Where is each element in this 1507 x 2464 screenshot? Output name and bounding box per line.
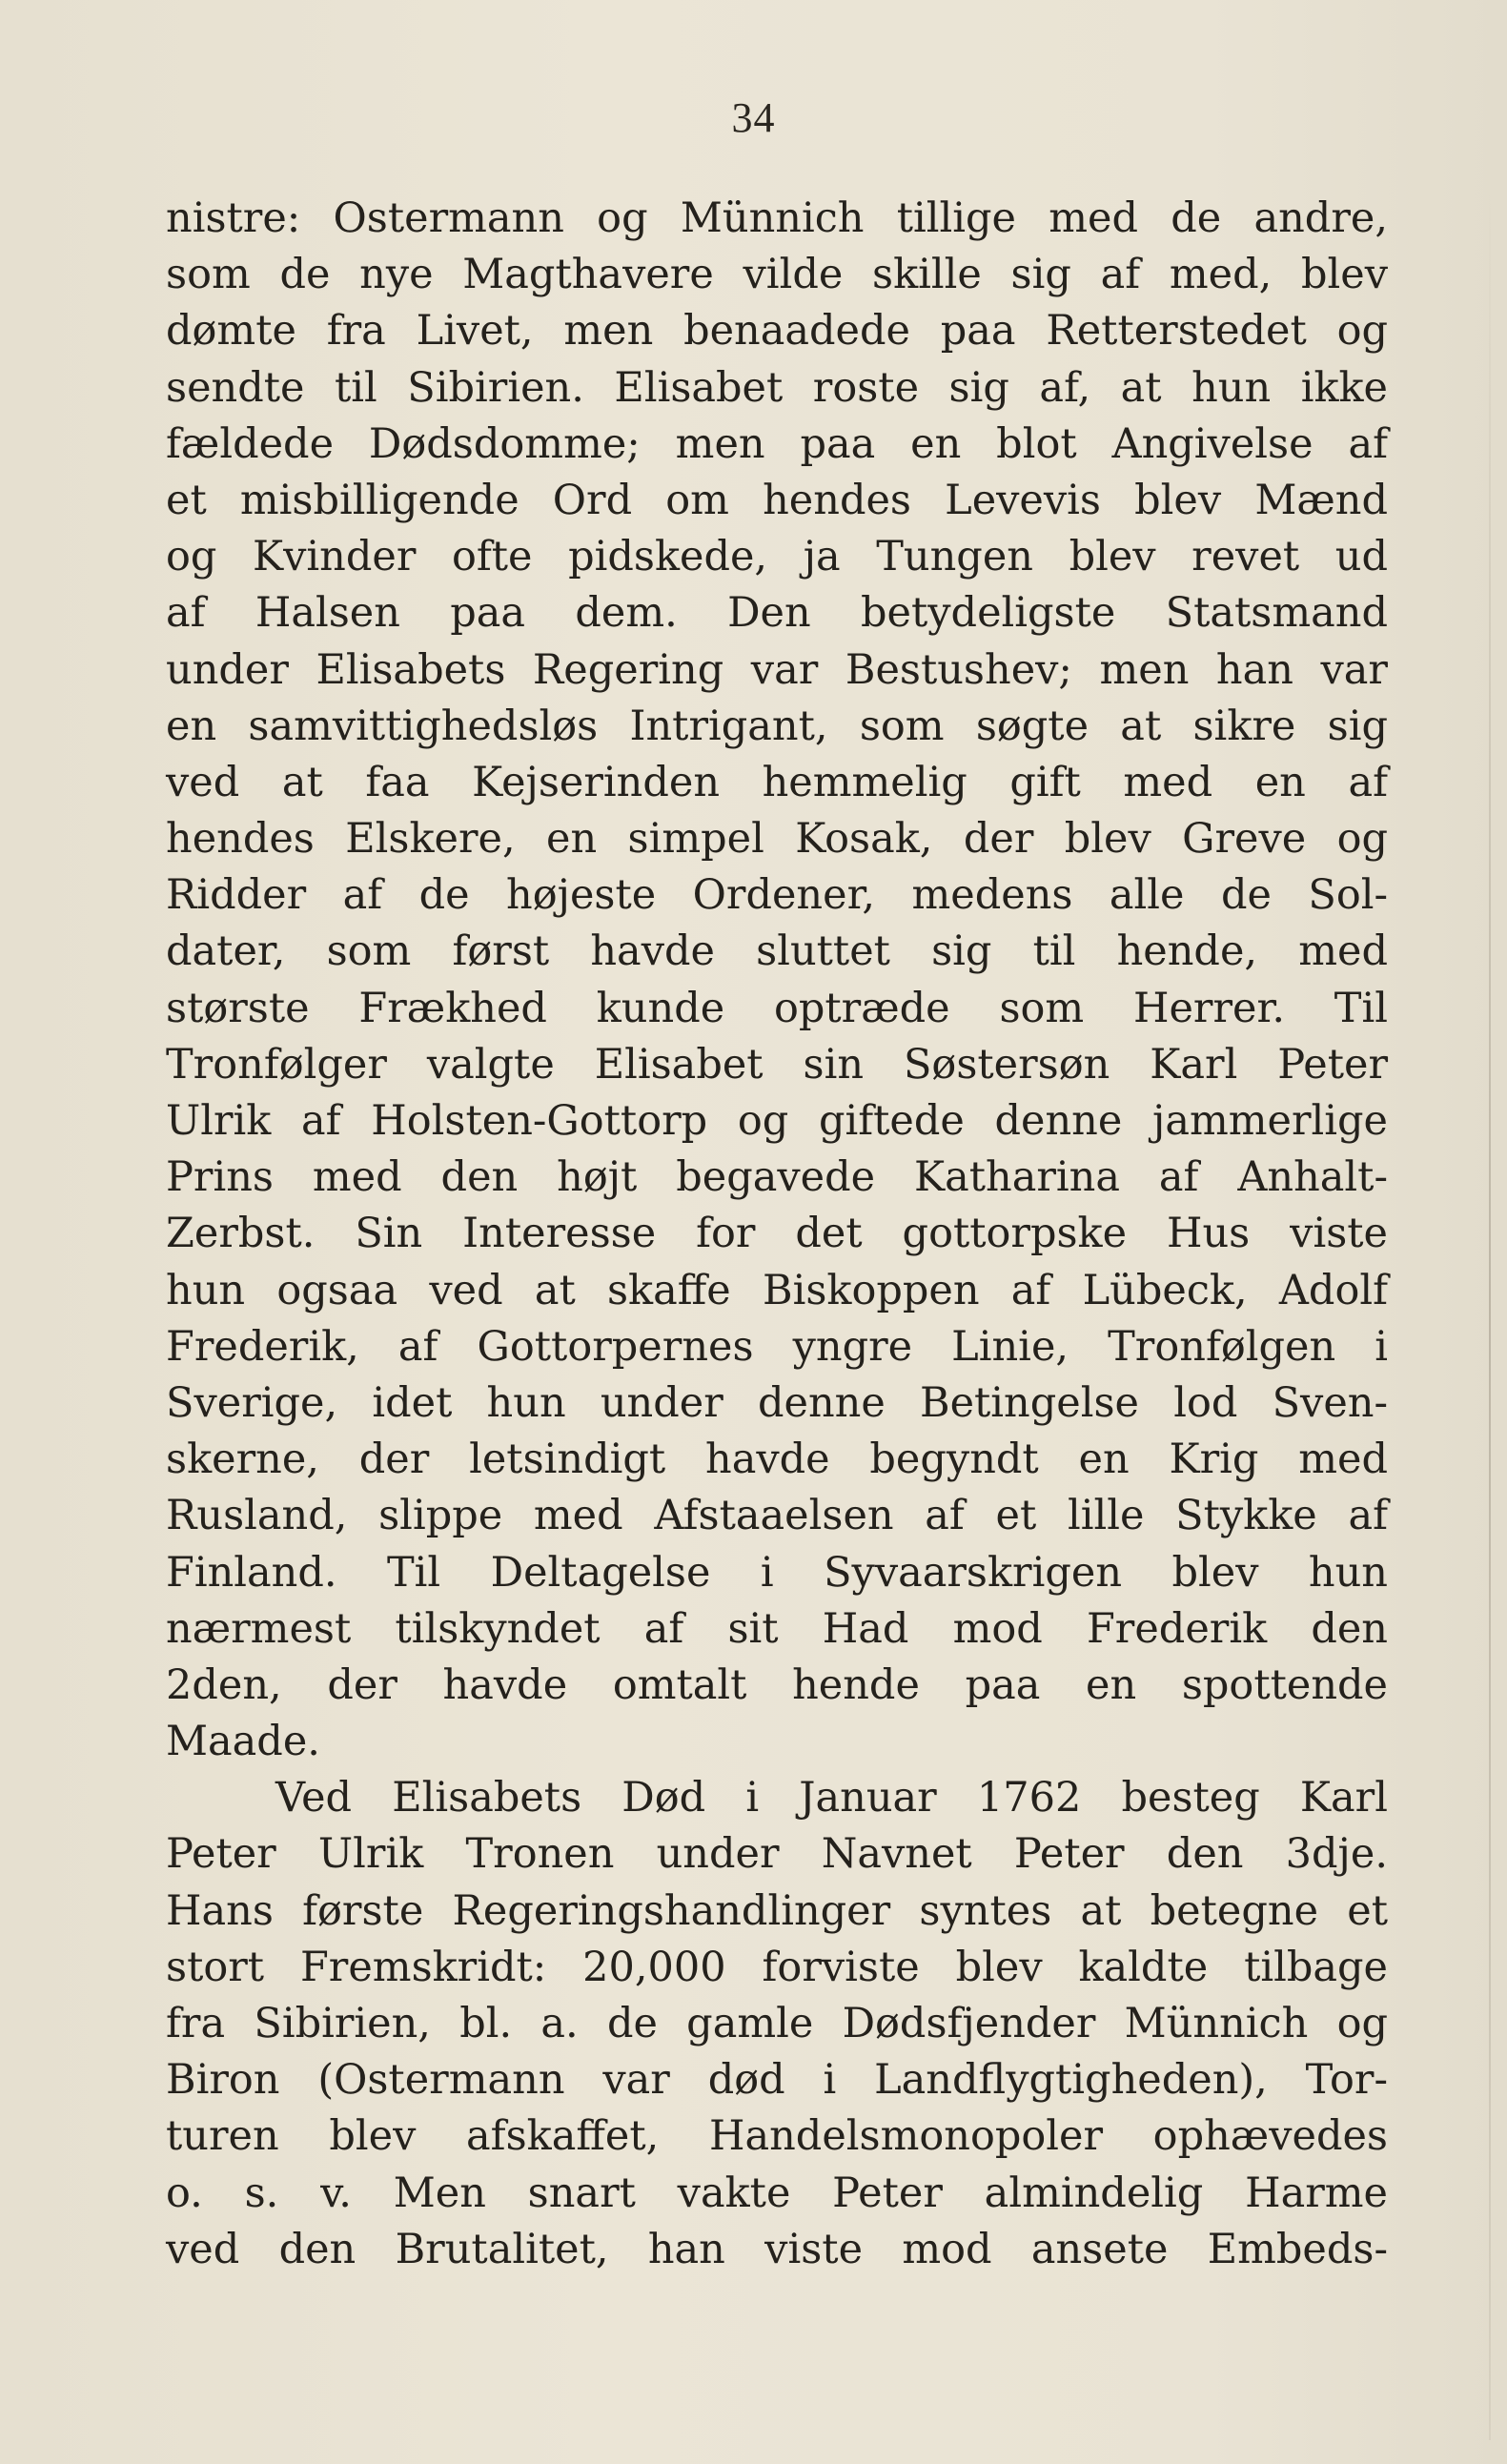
text-line: 2den, der havde omtalt hende paa en spottende	[166, 1660, 1388, 1709]
text-line: af Halsen paa dem. Den betydeligste Statsmand	[166, 589, 1388, 638]
text-line: Ridder af de højeste Ordener, medens alle de Sol-	[166, 871, 1388, 920]
text-line: dater, som først havde sluttet sig til hende, med	[166, 927, 1388, 976]
text-line: Frederik, af Gottorpernes yngre Linie, Tronfølgen i	[166, 1322, 1388, 1371]
text-line: Finland. Til Deltagelse i Syvaarskrigen blev hun	[166, 1548, 1388, 1597]
text-line: hendes Elskere, en simpel Kosak, der blev Greve og	[166, 815, 1388, 864]
text-line: fældede Dødsdomme; men paa en blot Angivelse af	[166, 419, 1388, 468]
text-line: nistre: Ostermann og Münnich tillige med de andre,	[166, 194, 1388, 242]
text-line: som de nye Magthavere vilde skille sig af med, blev	[166, 251, 1388, 299]
text-line: Rusland, slippe med Afstaaelsen af et lille Stykke af	[166, 1492, 1388, 1540]
page-edge-shadow	[1489, 172, 1491, 2440]
text-line: en samvittighedsløs Intrigant, som søgte at sikre sig	[166, 702, 1388, 750]
text-line: fra Sibirien, bl. a. de gamle Dødsfjender Münnich og	[166, 2000, 1388, 2047]
page-number: 34	[731, 94, 776, 141]
text-line: skerne, der letsindigt havde begyndt en Krig med	[166, 1436, 1388, 1484]
text-line: Sverige, idet hun under denne Betingelse lod Sven-	[166, 1378, 1388, 1427]
text-line: turen blev afskaffet, Handelsmonopoler ophævedes	[166, 2112, 1388, 2161]
text-line: ved den Brutalitet, han viste mod ansete Embeds-	[166, 2225, 1388, 2273]
text-line: og Kvinder ofte pidskede, ja Tungen blev revet ud	[166, 533, 1388, 581]
text-line: Hans første Regeringshandlinger syntes at betegne et	[166, 1886, 1388, 1935]
text-line: Biron (Ostermann var død i Landflygtigheden), Tor-	[166, 2056, 1388, 2105]
text-line: Peter Ulrik Tronen under Navnet Peter den 3dje.	[166, 1830, 1388, 1879]
text-line: Zerbst. Sin Interesse for det gottorpske Hus viste	[166, 1210, 1388, 1258]
text-line: Prins med den højt begavede Katharina af Anhalt-	[166, 1153, 1388, 1202]
body-text	[166, 191, 1388, 2278]
text-line: ved at faa Kejserinden hemmelig gift med en af	[166, 758, 1388, 806]
text-line: Tronfølger valgte Elisabet sin Søstersøn Karl Peter	[166, 1040, 1388, 1089]
paragraph-start-line: Ved Elisabets Død i Januar 1762 besteg Karl	[275, 1774, 1388, 1823]
text-line: et misbilligende Ord om hendes Levevis blev Mænd	[166, 476, 1388, 524]
text-line: under Elisabets Regering var Bestushev; men han var	[166, 645, 1388, 694]
text-line: stort Fremskridt: 20,000 forviste blev kaldte tilbage	[166, 1943, 1388, 1991]
paragraph-end-line: Maade.	[166, 1718, 320, 1766]
text-line: Ulrik af Holsten-Gottorp og giftede denne jammerlige	[166, 1097, 1388, 1145]
text-line: o. s. v. Men snart vakte Peter almindelig Harme	[166, 2169, 1388, 2217]
text-line: dømte fra Livet, men benaadede paa Retterstedet og	[166, 307, 1388, 356]
text-line: hun ogsaa ved at skaffe Biskoppen af Lübeck, Adolf	[166, 1266, 1388, 1314]
text-line: sendte til Sibirien. Elisabet roste sig af, at hun ikke	[166, 363, 1388, 412]
text-line: største Frækhed kunde optræde som Herrer. Til	[166, 984, 1388, 1032]
text-line: nærmest tilskyndet af sit Had mod Frederik den	[166, 1604, 1388, 1653]
